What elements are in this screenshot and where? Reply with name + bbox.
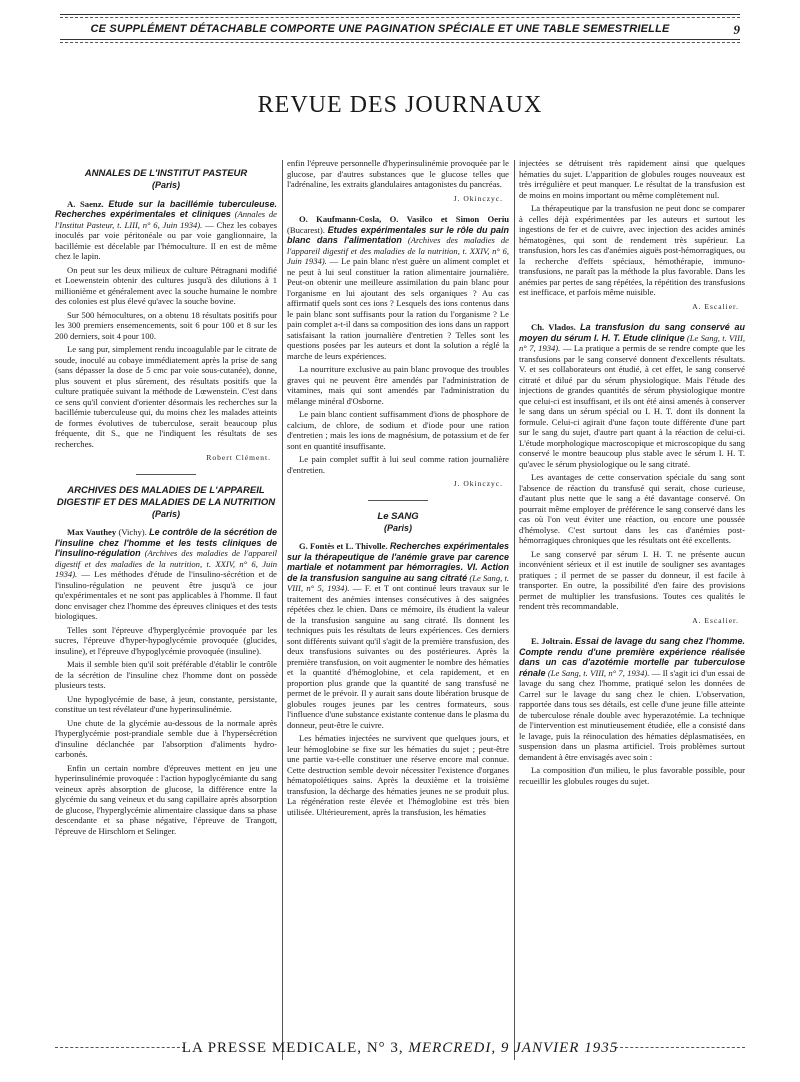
paragraph: enfin l'épreuve personnelle d'hyperinsulinémie provoquée par le glucose, par d'autres substances que le glucose telles que l'adrénaline, les extraits glandulaires antagonistes du pancréas. [287,158,509,189]
paragraph: Une chute de la glycémie au-dessous de la normale après l'hyperglycémie post-prandiale semble due à l'hypersécrétion d'insuline déclanchée par l'absorption d'aliments hydro-carbonés. [55,717,277,759]
article-reference: (Annales de l'Institut Pasteur, t. LIII, n° 6, Juin 1934). [55,209,277,230]
paragraph: Mais il semble bien qu'il soit préférable d'établir le contrôle de la sécrétion de l'insuline chez l'homme dont on possède plusieurs tests. [55,659,277,690]
column-2 [287,158,509,820]
article-text: — Chez les cobayes inoculés par voie péritonéale ou par voie ganglionnaire, la bacillémie est décelable par l'hémoculture. Il en est de même chez le lapin. [55,219,278,261]
article-reference: (Archives des maladies de l'appareil digestif et des maladies de la nutrition, t. XXIV, n° 6, Juin 1934). [55,548,277,579]
article-title: Le contrôle de la sécrétion de l'insuline chez l'homme et les tests cliniques de l'insulino-régulation [55,527,278,558]
article-text: — La pratique a permis de se rendre compte que les transfusions par le sang conservé donnent d'excellents résultats. V. et ses collaborateurs ont étudié, à cet effet, le sang conservé citraté et dilué par du sérum physiologique. Mais l'étude des injections de grandes quantités de sérum physiologique montre que celui-ci est insuffisant, et ils ont été ainsi amenés à conserver le sang dans un sérum spécial ou I. H. T. dont ils donnent la formule. Celui-ci agirait d'une façon toute différente d'une part sur le sang du sujet, d'autre part quant à la réaction de celui-ci. L'étude morphologique macroscopique et microscopique du sang conservé le montre beaucoup plus stable avec le sérum I. H. T. qu'avec le sérum physiologique ou le sang citraté. [519,343,746,469]
article-kaufmann-cosla [287,214,509,361]
article-author: Ch. Vlados. [531,322,576,332]
article-text: — Il s'agit ici d'un essai de lavage du sang chez l'homme, pratiqué selon les données de Carrel sur le lavage du sang chez le chien. L'observation, rapportée dans tous ses détails, est celle d'une jeune fille atteinte de tuberculose rénale double avec hyperazotémie. La technique de l'intervention est minutieusement étudiée, elle a consisté dans le lavage, puis la réinoculation des hématies déplasmatisées, en suspension dans un plasma artificiel. Trois problèmes surtout demandent à être envisagés avec soin : [519,667,745,762]
paragraph: On peut sur les deux milieux de culture Pétragnani modifié et Loewenstein obtenir des cultures jusqu'à des dilutions à 1 millionième et généralement avec la souche humaine le nombre des colonies est plus élevé qu'avec la souche bovine. [55,264,277,306]
paragraph: La nourriture exclusive au pain blanc provoque des troubles graves qui ne peuvent être amendés par l'administration de vitamines, mais qui sont amendés par l'administration du mélange minéral d'Osborne. [287,364,509,406]
signature: A. Escalier. [692,301,739,311]
signature: J. Okinczyc. [453,479,503,488]
paragraph: Sur 500 hémocultures, on a obtenu 18 résultats positifs pour les 300 premiers ensemencements, soit 6 pour 100 et 8 sur les 200 derniers, soit 4 pour 100. [55,309,277,341]
article-joltrain [519,636,745,762]
header-rule-bottom [60,39,740,40]
article-location: (Bucarest). [287,224,325,235]
paragraph: La thérapeutique par la transfusion ne peut donc se comparer à celles déjà expérimentées par les auteurs et surtout les ingestions de fer et de cuivre, avec injection des acides aminés hématogènes, qui sont de rendement très supérieur. La transfusion, hors les cas d'anémies aiguës post-hémorragiques, ou la recherche d'effets spéciaux, hémothérapie, immuno-transfusions, ne paraît pas la méthode la plus favorable. Dans les anémies par pertes de sang répétées, la répétition des transfusions est inefficace, et parfois même nuisible. [519,203,745,297]
footer-journal: LA PRESSE MEDICALE, [181,1040,363,1056]
paragraph: Une hypoglycémie de base, à jeun, constante, persistante, constitue un test révélateur d'une hyperinsulinémie. [55,693,277,714]
footer-issue-number: N° 3, [366,1040,404,1056]
section-title-le-sang: Le SANG [377,510,419,522]
header-banner: CE SUPPLÉMENT DÉTACHABLE COMPORTE UNE PAGINATION SPÉCIALE ET UNE TABLE SEMESTRIELLE [90,23,670,35]
paragraph: Le sang conservé par sérum I. H. T. ne présente aucun inconvénient sérieux et il est inutile de souligner ses avantages pratiques ; il permet de se passer du donneur, il est facile à transporter. En outre, la possibilité d'en faire des provisions permet de multiplier les transfusions. Toutes ces qualités le rendent très recommandable. [519,548,745,611]
section-place: (Paris) [383,522,412,533]
article-author: E. Joltrain. [531,636,573,646]
article-title: Recherches expérimentales sur la thérapeutique de l'anémie grave par carence martiale et notamment par hémorragies. VI. Action de la transfusion sanguine au sang citraté [287,541,510,583]
paragraph: Les hématies injectées ne survivent que quelques jours, et leur hémoglobine se fixe sur les hématies du sujet ; peut-être une partie va-t-elle constituer une réserve encore mal connue. Cette destruction semble devoir nécessiter l'existence d'organes hématopoïétiques sains. Après la deuxième et la troisième transfusion, la décharge des hématies jeunes ne se produit plus. La régénération reste élevée et l'hémoglobine est très bien utilisée. Ultérieurement, après la transfusion, les hématies [287,733,509,817]
article-reference: (Le Sang, t. VIII, n° 7, 1934). [519,332,745,353]
article-text: — Les méthodes d'étude de l'insulino-sécrétion et de l'insulino-régulation ne peuvent être jusqu'à ce jour qu'expérimentales et ne sont pas applicables à l'homme. Il faut donc envisager chez l'homme des épreuves cliniques et des tests biologiques. [55,569,277,621]
article-title: La transfusion du sang conservé au moyen du sérum I. H. T. Etude clinique [519,322,745,343]
article-title: Etude sur la bacillémie tuberculeuse. Recherches expérimentales et cliniques [55,198,277,219]
article-reference: (Le Sang, t. VIII, n° 5, 1934). [287,572,510,593]
section-title-annales-pasteur: ANNALES DE L'INSTITUT PASTEUR [84,168,248,179]
article-title: Essai de lavage du sang chez l'homme. Compte rendu d'une première expérience réalisée dans un cas d'azotémie mortelle par tuberculose rénale [519,636,745,678]
page-header [60,14,740,54]
article-fontes-thivolle [287,541,509,730]
paragraph: Le pain blanc contient suffisamment d'ions de phosphore de calcium, de chlore, de sodium et d'iode pour une ration d'entretien ; mais les ions de magnésium, de potassium et de fer sont en quantité insuffisante. [287,409,509,451]
article-author: A. Saenz. [67,198,104,209]
signature: J. Okinczyc. [453,193,503,203]
paragraph: Les avantages de cette conservation spéciale du sang sont l'absence de réaction du transfusé qui serait, chose curieuse, d'autant plus nette que le sang a été davantage conservé. On pourrait même employer de préférence le sang conservé dans les cas où l'on veut éviter une réaction, ou encore une poussée d'hémolyse. C'est surtout dans les cas d'anémies post-hémorragiques chroniques que les résultats ont été excellents. [519,472,745,545]
page-number: 9 [733,22,740,37]
header-rule-top [60,14,740,15]
column-1 [55,158,277,839]
article-vlados [519,322,745,469]
page-footer [0,1040,800,1057]
paragraph: Le sang pur, simplement rendu incoagulable par le citrate de soude, inoculé au cobaye immédiatement après la prise de sang (sans dépasser la dose de 5 cmc par voie sous-cutanée), donne, plus souvent et plus sûrement, des résultats positifs que la culture pratiquée suivant la méthode de Lœwenstein. C'est dans ce sens qu'il convient d'orienter désormais les recherches sur la bacillémie tuberculeuse qui, du moins chez les malades atteints de formes évolutives de tuberculose, serait beaucoup plus fréquente, dit S., que ne l'indiquent les résultats de ses recherches. [55,344,277,449]
footer-date: MERCREDI, 9 JANVIER 1935 [408,1040,619,1056]
article-author: O. Kaufmann-Cosla, O. Vasilco et Simon Oeriu [299,214,509,224]
article-saenz [55,199,277,262]
header-rule-dashed [60,17,740,18]
section-title-archives-maladies: ARCHIVES DES MALADIES DE L'APPAREIL DIGESTIF ET DES MALADIES DE LA NUTRITION [56,484,276,508]
paragraph: Telles sont l'épreuve d'hyperglycémie provoquée par les sucres, l'épreuve d'hyper-hypoglycémie provoquée (glucides, insuline), et l'épreuve d'hypoglycémie provoquée (insuline). [55,624,277,656]
section-place: (Paris) [151,180,180,190]
divider [136,474,196,475]
header-rule-bottom-dashed [60,42,740,43]
article-location: (Vichy). [118,527,147,537]
column-separator-2 [514,160,515,1060]
paragraph: Le pain complet suffit à lui seul comme ration journalière d'entretien. [287,454,509,475]
paragraph: Enfin un certain nombre d'épreuves mettent en jeu une hyperinsulinémie provoquée : l'action hypoglycémiante du sang veineux après absorption de glucose, la différence entre la glycémie du sang veineux et du sang capillaire après absorption de glucose, l'hyperglycémie alimentaire classique dans sa phase descendante et sa phase négative, l'épreuve de Trangott, l'épreuve de Hirschlorn et Selinger. [55,762,277,836]
article-author: Max Vauthey [67,527,117,537]
article-vauthey [55,527,277,622]
article-text: — F. et T ont continué leurs travaux sur le traitement des anémies intenses consécutives à des saignées répétées chez le chien. Dans ce mémoire, ils étudient la valeur de la transfusion sanguine au sang citraté. Ils donnent les techniques puis les résultats de leurs expériences. Ces derniers sont différents suivant qu'il s'agit de la première transfusion, des deux transfusions suivantes ou des postérieures. Après la première transfusion, on voit augmenter le nombre des hématies et la quantité d'hémoglobine, et cela rapidement, et en proportion plus grande que la quantité de sang transfusé ne permet de le prévoir. Il y aurait sans doute libération brusque de globules rouges jeunes par les centres formateurs, sous l'influence d'une substance existante contenue dans le plasma du donneur, peut-être le cuivre. [287,583,510,730]
article-reference: (Archives des maladies de l'appareil digestif et des maladies de la nutrition, t. XXIV, n° 6, Juin 1934). [287,235,509,266]
signature: A. Escalier. [692,615,739,625]
paragraph: La composition d'un milieu, le plus favorable possible, pour recueillir les globules rouges du sujet. [519,765,745,786]
divider [368,500,428,501]
section-place: (Paris) [151,508,180,519]
paragraph: injectées se détruisent très rapidement ainsi que quelques hématies du sujet. L'apparition de globules rouges nouveaux est très irrégulière et peut manquer. Le résultat de la transfusion est de moins en moins important ou même complètement nul. [519,158,745,200]
column-3 [519,158,745,789]
article-text: — Le pain blanc n'est guère un aliment complet et ne peut à lui seul constituer la ration alimentaire journalière. Peut-on obtenir une meilleure assimilation du pain blanc pour l'organisme en lui ajoutant des sels organiques ? Au cas affirmatif quels sont ces ions ? Lesquels des ions contenus dans le pain blanc sont suffisants pour la ration du l'organisme ? Le pain complet a-t-il dans sa composition des ions dans un rapport satisfaisant la ration journalière d'entretien ? Telles sont les questions posées par les auteurs et dont la solution a réglé la marche de leurs expériences. [287,256,509,361]
article-author: G. Fontès et L. Thivolle. [299,541,388,551]
column-separator-1 [282,160,283,1060]
article-title: Etudes expérimentales sur le rôle du pain blanc dans l'alimentation [287,224,509,245]
signature: Robert Clément. [206,453,271,462]
article-reference: (Le Sang, t. VIII, n° 7, 1934). [547,667,650,678]
page-title: REVUE DES JOURNAUX [257,92,543,118]
